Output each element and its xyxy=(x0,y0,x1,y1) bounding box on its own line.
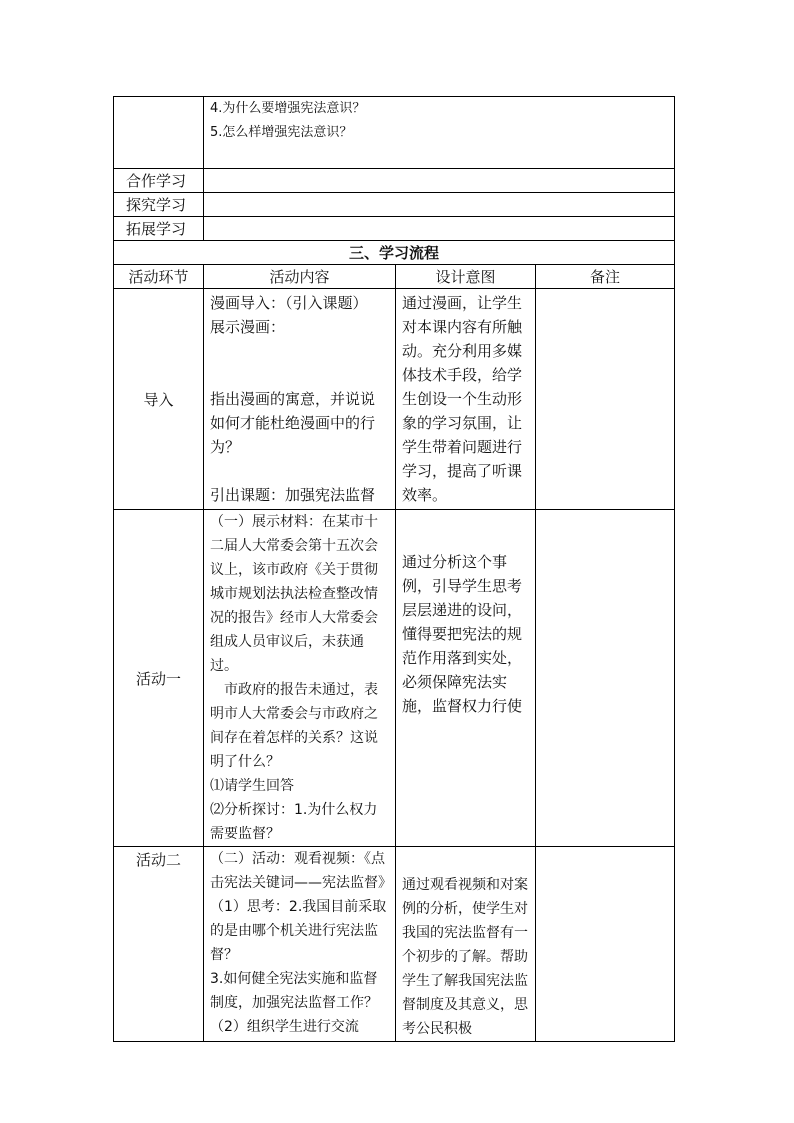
method-label-cooperative: 合作学习 xyxy=(114,169,204,193)
header-row xyxy=(114,265,675,289)
activity1-content-cell xyxy=(204,510,396,847)
activity1-question: 市政府的报告未通过，表明市人大常委会与市政府之间存在着怎样的关系？这说明了什么？ xyxy=(210,682,378,770)
intro-line-7: 引出课题：加强宪法监督 xyxy=(210,486,376,504)
intro-design-cell: 通过漫画，让学生对本课内容有所触动。充分利用多媒体技术手段，给学生创设一个生动形象的学习氛围，让学生带着问题进行学习，提高了听课效率。 xyxy=(396,289,536,510)
activity2-notes-cell xyxy=(536,847,675,1042)
spacer xyxy=(210,363,389,387)
activity2-stage: 活动二 xyxy=(114,847,204,1042)
header-design: 设计意图 xyxy=(396,265,536,289)
activity2-think: （1）思考：2.我国目前采取的是由哪个机关进行宪法监督？ xyxy=(210,899,387,963)
activity1-row xyxy=(114,510,675,847)
intro-line-2: 展示漫画： xyxy=(210,318,286,336)
lesson-plan-table xyxy=(113,96,675,1042)
method-row-cooperative xyxy=(114,169,675,193)
activity2-question-3: 3.如何健全宪法实施和监督制度，加强宪法监督工作？ xyxy=(210,971,378,1011)
intro-row xyxy=(114,289,675,510)
activity1-design-cell: 通过分析这个事例，引导学生思考层层递进的设问，懂得要把宪法的规范作用落到实处，必须保障宪法实施，监督权力行使 xyxy=(396,510,536,847)
method-row-extension xyxy=(114,217,675,241)
activity2-row xyxy=(114,847,675,1042)
question-4: 4.为什么要增强宪法意识？ xyxy=(210,101,366,116)
intro-content-cell xyxy=(204,289,396,510)
activity1-step-1: ⑴请学生回答 xyxy=(210,778,294,794)
spacer xyxy=(210,459,389,483)
activity1-material: （一）展示材料：在某市十二届人大常委会第十五次会议上，该市政府《关于贯彻城市规划法执法检查整改情况的报告》经市人大常委会组成人员审议后，未获通过。 xyxy=(210,514,378,674)
intro-line-1: 漫画导入：（引入课题） xyxy=(210,294,368,312)
intro-line-5: 指出漫画的寓意，并说说如何才能杜绝漫画中的行为？ xyxy=(210,390,376,456)
activity2-video: （二）活动：观看视频：《点击宪法关键词——宪法监督》 xyxy=(210,851,392,891)
questions-row xyxy=(114,97,675,169)
method-label-extension: 拓展学习 xyxy=(114,217,204,241)
section-title-row xyxy=(114,241,675,265)
activity1-stage: 活动一 xyxy=(114,510,204,847)
activity2-design-cell: 通过观看视频和对案例的分析，使学生对我国的宪法监督有一个初步的了解。帮助学生了解我国宪法监督制度及其意义，思考公民积极 xyxy=(396,847,536,1042)
intro-stage: 导入 xyxy=(114,289,204,510)
method-value-extension xyxy=(204,217,675,241)
method-row-inquiry xyxy=(114,193,675,217)
activity2-content-cell xyxy=(204,847,396,1042)
method-value-inquiry xyxy=(204,193,675,217)
section-title: 三、学习流程 xyxy=(114,241,675,265)
method-value-cooperative xyxy=(204,169,675,193)
intro-notes-cell xyxy=(536,289,675,510)
header-notes: 备注 xyxy=(536,265,675,289)
question-5: 5.怎么样增强宪法意识？ xyxy=(210,125,353,140)
spacer xyxy=(210,339,389,363)
activity2-exchange: （2）组织学生进行交流 xyxy=(210,1019,359,1035)
header-stage: 活动环节 xyxy=(114,265,204,289)
method-label-inquiry: 探究学习 xyxy=(114,193,204,217)
header-content: 活动内容 xyxy=(204,265,396,289)
questions-cell xyxy=(204,97,675,169)
questions-label-cell xyxy=(114,97,204,169)
activity1-step-2: ⑵分析探讨：1.为什么权力需要监督？ xyxy=(210,802,378,842)
activity1-notes-cell xyxy=(536,510,675,847)
